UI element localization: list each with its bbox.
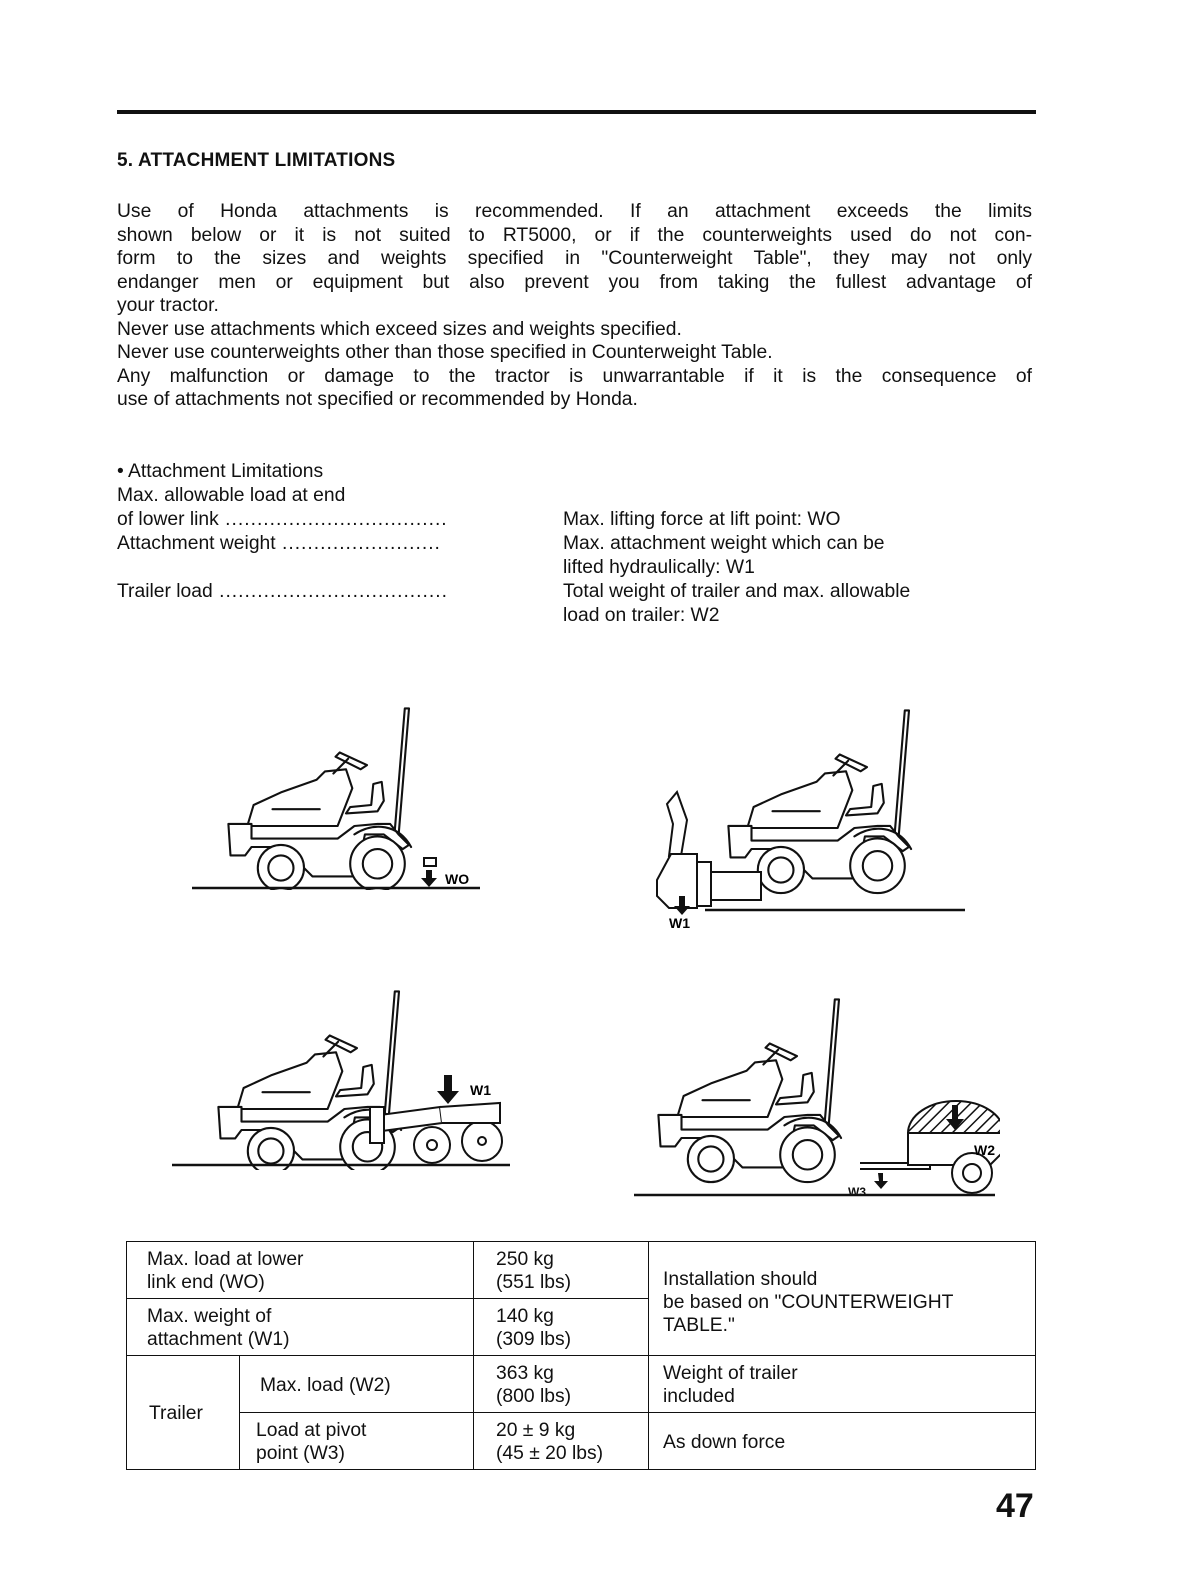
cell-line: Max. weight of [147, 1306, 272, 1327]
cell-line: (800 lbs) [496, 1386, 572, 1407]
attachment-spec-table [126, 1241, 1036, 1470]
cell-line: be based on "COUNTERWEIGHT [663, 1292, 954, 1313]
cell-line: 140 kg [496, 1306, 554, 1327]
limitation-term: Attachment weight [117, 533, 276, 554]
arrow-down-icon [437, 1075, 459, 1104]
table-cell-note [649, 1413, 1036, 1470]
table-cell-group: Trailer [127, 1356, 240, 1470]
intro-line: Never use counterweights other than those specified in Counterweight Table. [117, 342, 773, 363]
limitation-term: of lower link [117, 509, 219, 530]
page-number: 47 [996, 1487, 1034, 1525]
cell-line: Max. load at lower [147, 1249, 304, 1270]
section-heading: 5. ATTACHMENT LIMITATIONS [117, 150, 396, 171]
leader-dots: ................................... [218, 509, 448, 530]
cell-line: Load at pivot [256, 1420, 367, 1441]
limitation-desc: Total weight of trailer and max. allowable [563, 581, 911, 602]
intro-line: Never use attachments which exceed sizes and weights specified. [117, 318, 682, 340]
limitation-item [117, 508, 1037, 532]
figure-label-w1: W1 [669, 915, 690, 930]
intro-line: use of attachments not specified or recommended by Honda. [117, 389, 638, 410]
cell-line: Installation should [663, 1269, 818, 1290]
table-row [127, 1413, 1036, 1470]
cell-line: (551 lbs) [496, 1272, 572, 1293]
arrow-down-icon [421, 870, 437, 887]
limitations-intro: Max. allowable load at end [117, 485, 346, 506]
leader-dots: .................................... [212, 581, 448, 602]
cell-line: attachment (W1) [147, 1329, 290, 1350]
intro-line: Use of Honda attachments is recommended. If an attachment exceeds the limits [117, 201, 1032, 222]
table-cell-note [649, 1242, 1036, 1356]
cell-line: Weight of trailer [663, 1363, 798, 1384]
cell-line: 20 ± 9 kg [496, 1420, 576, 1441]
limitation-desc: load on trailer: W2 [563, 605, 720, 626]
figure-rear-implement [170, 975, 520, 1170]
figure-label-w1-rear: W1 [470, 1082, 491, 1098]
arrow-down-icon [874, 1173, 888, 1189]
cell-line: (45 ± 20 lbs) [496, 1443, 604, 1464]
limitation-item [117, 532, 1037, 580]
cell-line: link end (WO) [147, 1272, 265, 1293]
table-cell-value [474, 1299, 649, 1356]
cell-line: included [663, 1386, 735, 1407]
cell-line: Max. load (W2) [260, 1374, 391, 1396]
limitation-desc: Max. lifting force at lift point: WO [563, 509, 841, 530]
limitation-item [117, 580, 1037, 628]
limitation-desc: Max. attachment weight which can be [563, 533, 885, 554]
cell-line: As down force [663, 1431, 786, 1453]
cell-line: 363 kg [496, 1363, 554, 1384]
table-cell-value [474, 1413, 649, 1470]
cell-line: 250 kg [496, 1249, 554, 1270]
figure-lower-link-load [190, 700, 490, 890]
figure-label-w2: W2 [974, 1142, 995, 1158]
cell-line: (309 lbs) [496, 1329, 572, 1350]
table-row [127, 1242, 1036, 1299]
figure-trailer-load [590, 985, 1000, 1200]
intro-line: form to the sizes and weights specified in "Counterweight Table", they may not only [117, 248, 1032, 269]
limitations-bullet: • Attachment Limitations [117, 461, 324, 482]
table-cell-note [649, 1356, 1036, 1413]
intro-line: shown below or it is not suited to RT5000, or if the counterweights used do not con- [117, 224, 1032, 246]
limitation-term: Trailer load [117, 581, 213, 602]
table-row [127, 1356, 1036, 1413]
table-cell-label [240, 1356, 474, 1413]
table-cell-label [127, 1242, 474, 1299]
table-cell-label [127, 1299, 474, 1356]
attachment-limitations-list [117, 460, 1037, 628]
leader-dots: ......................... [275, 533, 441, 554]
intro-line: endanger men or equipment but also prevent you from taking the fullest advantage of [117, 271, 1032, 293]
cell-line: point (W3) [256, 1443, 345, 1464]
table-cell-value [474, 1356, 649, 1413]
intro-line: your tractor. [117, 295, 219, 316]
table-cell-label [240, 1413, 474, 1470]
cell-line: TABLE." [663, 1315, 735, 1336]
top-rule [117, 110, 1036, 114]
figure-label-w3: W3 [848, 1185, 866, 1199]
table-cell-value [474, 1242, 649, 1299]
intro-line: Any malfunction or damage to the tractor is unwarrantable if it is the consequence of [117, 365, 1032, 387]
limitation-desc: lifted hydraulically: W1 [563, 557, 755, 578]
figure-front-attachment [625, 700, 975, 930]
figure-label-wo: WO [445, 871, 470, 887]
intro-text [117, 200, 1032, 412]
